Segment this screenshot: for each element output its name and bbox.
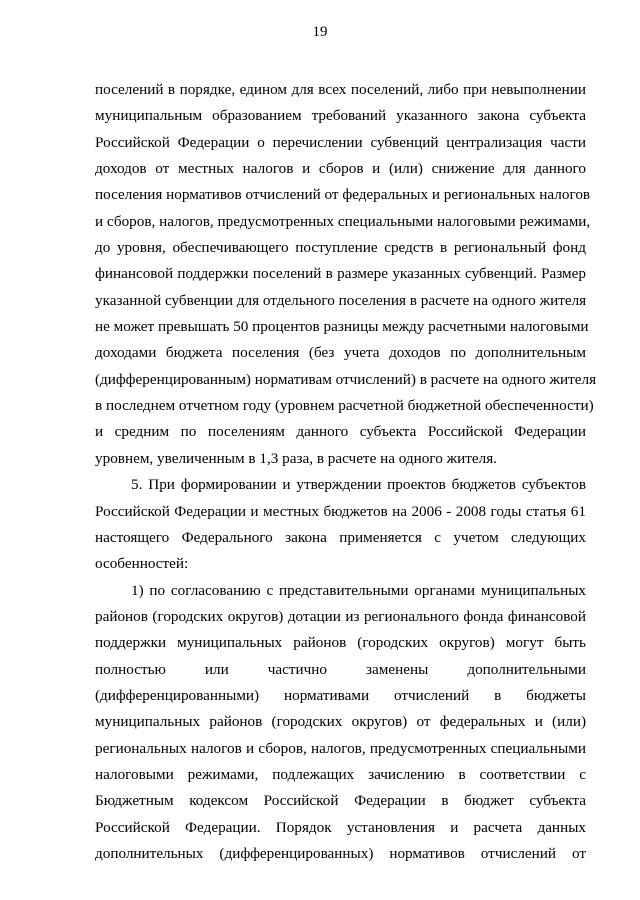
text-line: и сборов, налогов, предусмотренных специальными налоговыми режимами, (95, 212, 591, 230)
text-line: настоящего Федерального закона применяется с учетом следующих (95, 528, 586, 546)
body-text (95, 77, 597, 867)
text-line: (дифференцированными) нормативами отчислений в бюджеты (95, 686, 586, 704)
text-line: в последнем отчетном году (уровнем расчетной бюджетной обеспеченности) (95, 397, 594, 415)
text-line: региональных налогов и сборов, налогов, предусмотренных специальными (95, 739, 586, 757)
text-line: Российской Федерации. Порядок установления и расчета данных (95, 818, 586, 836)
text-line: Российской Федерации о перечислении субвенций централизация части (95, 133, 586, 151)
text-line: Российской Федерации и местных бюджетов на 2006 - 2008 годы статья 61 (95, 502, 586, 520)
text-line: (дифференцированным) нормативам отчислений) в расчете на одного жителя (95, 370, 597, 388)
text-line: 5. При формировании и утверждении проектов бюджетов субъектов (131, 476, 586, 494)
page-number: 19 (312, 24, 328, 40)
text-line: особенностей: (95, 555, 189, 573)
text-line: районов (городских округов) дотации из регионального фонда финансовой (95, 607, 586, 625)
text-line: поддержки муниципальных районов (городских округов) могут быть (95, 634, 586, 652)
text-line: дополнительных (дифференцированных) нормативов отчислений от (95, 844, 586, 862)
text-line: налоговыми режимами, подлежащих зачислению в соответствии с (95, 765, 586, 783)
text-line: доходами бюджета поселения (без учета доходов по дополнительным (95, 344, 586, 362)
text-line: полностью или частично заменены дополнительными (95, 660, 586, 678)
text-line: муниципальных районов (городских округов) от федеральных и (или) (95, 713, 586, 731)
text-line: указанной субвенции для отдельного поселения в расчете на одного жителя (95, 291, 587, 309)
text-line: до уровня, обеспечивающего поступление средств в региональный фонд (95, 239, 586, 257)
text-line: муниципальным образованием требований указанного закона субъекта (95, 107, 586, 125)
text-line: финансовой поддержки поселений в размере указанных субвенций. Размер (95, 265, 586, 283)
text-line: не может превышать 50 процентов разницы между расчетными налоговыми (95, 318, 589, 336)
text-line: уровнем, увеличенным в 1,3 раза, в расчете на одного жителя. (95, 449, 497, 467)
text-line: 1) по согласованию с представительными органами муниципальных (131, 581, 586, 599)
text-line: доходов от местных налогов и сборов и (или) снижение для данного (95, 160, 586, 178)
text-line: поселения нормативов отчислений от федеральных и региональных налогов (95, 186, 591, 204)
text-line: поселений в порядке, едином для всех поселений, либо при невыполнении (95, 81, 586, 98)
text-line: Бюджетным кодексом Российской Федерации в бюджет субъекта (95, 792, 586, 810)
text-line: и средним по поселениям данного субъекта Российской Федерации (95, 423, 586, 441)
